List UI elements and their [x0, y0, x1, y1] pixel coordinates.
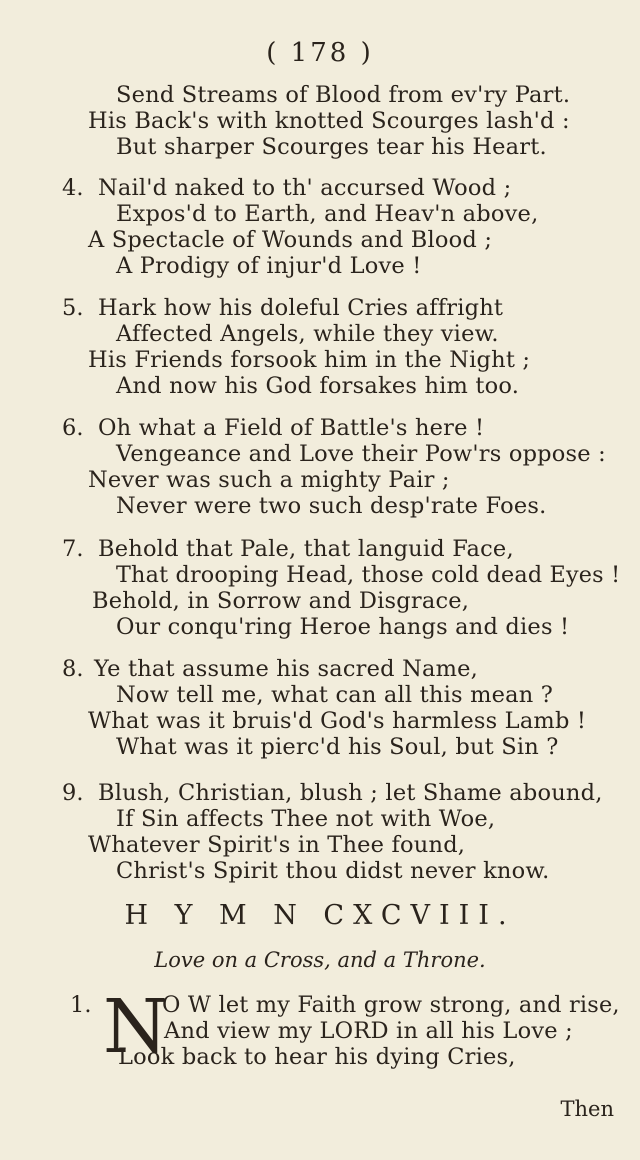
stanza-number: 8. — [62, 656, 84, 682]
verse-line: Our conqu'ring Heroe hangs and dies ! — [116, 614, 570, 640]
verse-line: Blush, Christian, blush ; let Shame abound, — [98, 780, 603, 806]
verse-line: And view my LORD in all his Love ; — [164, 1018, 573, 1044]
stanza-number: 7. — [62, 536, 84, 562]
verse-line: But sharper Scourges tear his Heart. — [116, 134, 547, 160]
stanza-number: 5. — [62, 295, 84, 321]
stanza-number: 6. — [62, 415, 84, 441]
verse-line: Vengeance and Love their Pow'rs oppose : — [116, 441, 606, 467]
verse-line: If Sin affects Thee not with Woe, — [116, 806, 496, 832]
verse-line: Never was such a mighty Pair ; — [88, 467, 450, 493]
catchword: Then — [560, 1097, 614, 1121]
verse-line: Affected Angels, while they view. — [116, 321, 499, 347]
verse-line: What was it pierc'd his Soul, but Sin ? — [116, 734, 559, 760]
verse-line: Nail'd naked to th' accursed Wood ; — [98, 175, 512, 201]
verse-line: His Back's with knotted Scourges lash'd : — [88, 108, 570, 134]
verse-line: Look back to hear his dying Cries, — [118, 1044, 516, 1070]
hymn-title: H Y M N CXCVIII. — [124, 900, 516, 931]
verse-line: Send Streams of Blood from ev'ry Part. — [116, 82, 571, 108]
verse-line: Never were two such desp'rate Foes. — [116, 493, 547, 519]
verse-line: A Prodigy of injur'd Love ! — [116, 253, 422, 279]
verse-line: Now tell me, what can all this mean ? — [116, 682, 554, 708]
verse-line: His Friends forsook him in the Night ; — [88, 347, 531, 373]
page-number: ( 178 ) — [266, 38, 374, 68]
verse-line: That drooping Head, those cold dead Eyes ! — [116, 562, 621, 588]
verse-line: Behold, in Sorrow and Disgrace, — [92, 588, 470, 614]
stanza-number: 9. — [62, 780, 84, 806]
verse-line: And now his God forsakes him too. — [116, 373, 520, 399]
verse-line: Behold that Pale, that languid Face, — [98, 536, 514, 562]
verse-line: Expos'd to Earth, and Heav'n above, — [116, 201, 539, 227]
verse-line: Whatever Spirit's in Thee found, — [88, 832, 466, 858]
verse-line: Ye that assume his sacred Name, — [94, 656, 478, 682]
verse-line: Hark how his doleful Cries affright — [98, 295, 504, 321]
verse-line: Christ's Spirit thou didst never know. — [116, 858, 550, 884]
verse-line: A Spectacle of Wounds and Blood ; — [88, 227, 493, 253]
stanza-number: 4. — [62, 175, 84, 201]
hymn-subtitle: Love on a Cross, and a Throne. — [154, 948, 486, 972]
stanza-number: 1. — [70, 992, 92, 1018]
verse-line: Oh what a Field of Battle's here ! — [98, 415, 485, 441]
drop-cap: N — [103, 984, 168, 1070]
verse-line: O W let my Faith grow strong, and rise, — [162, 992, 620, 1018]
verse-line: What was it bruis'd God's harmless Lamb ! — [88, 708, 587, 734]
